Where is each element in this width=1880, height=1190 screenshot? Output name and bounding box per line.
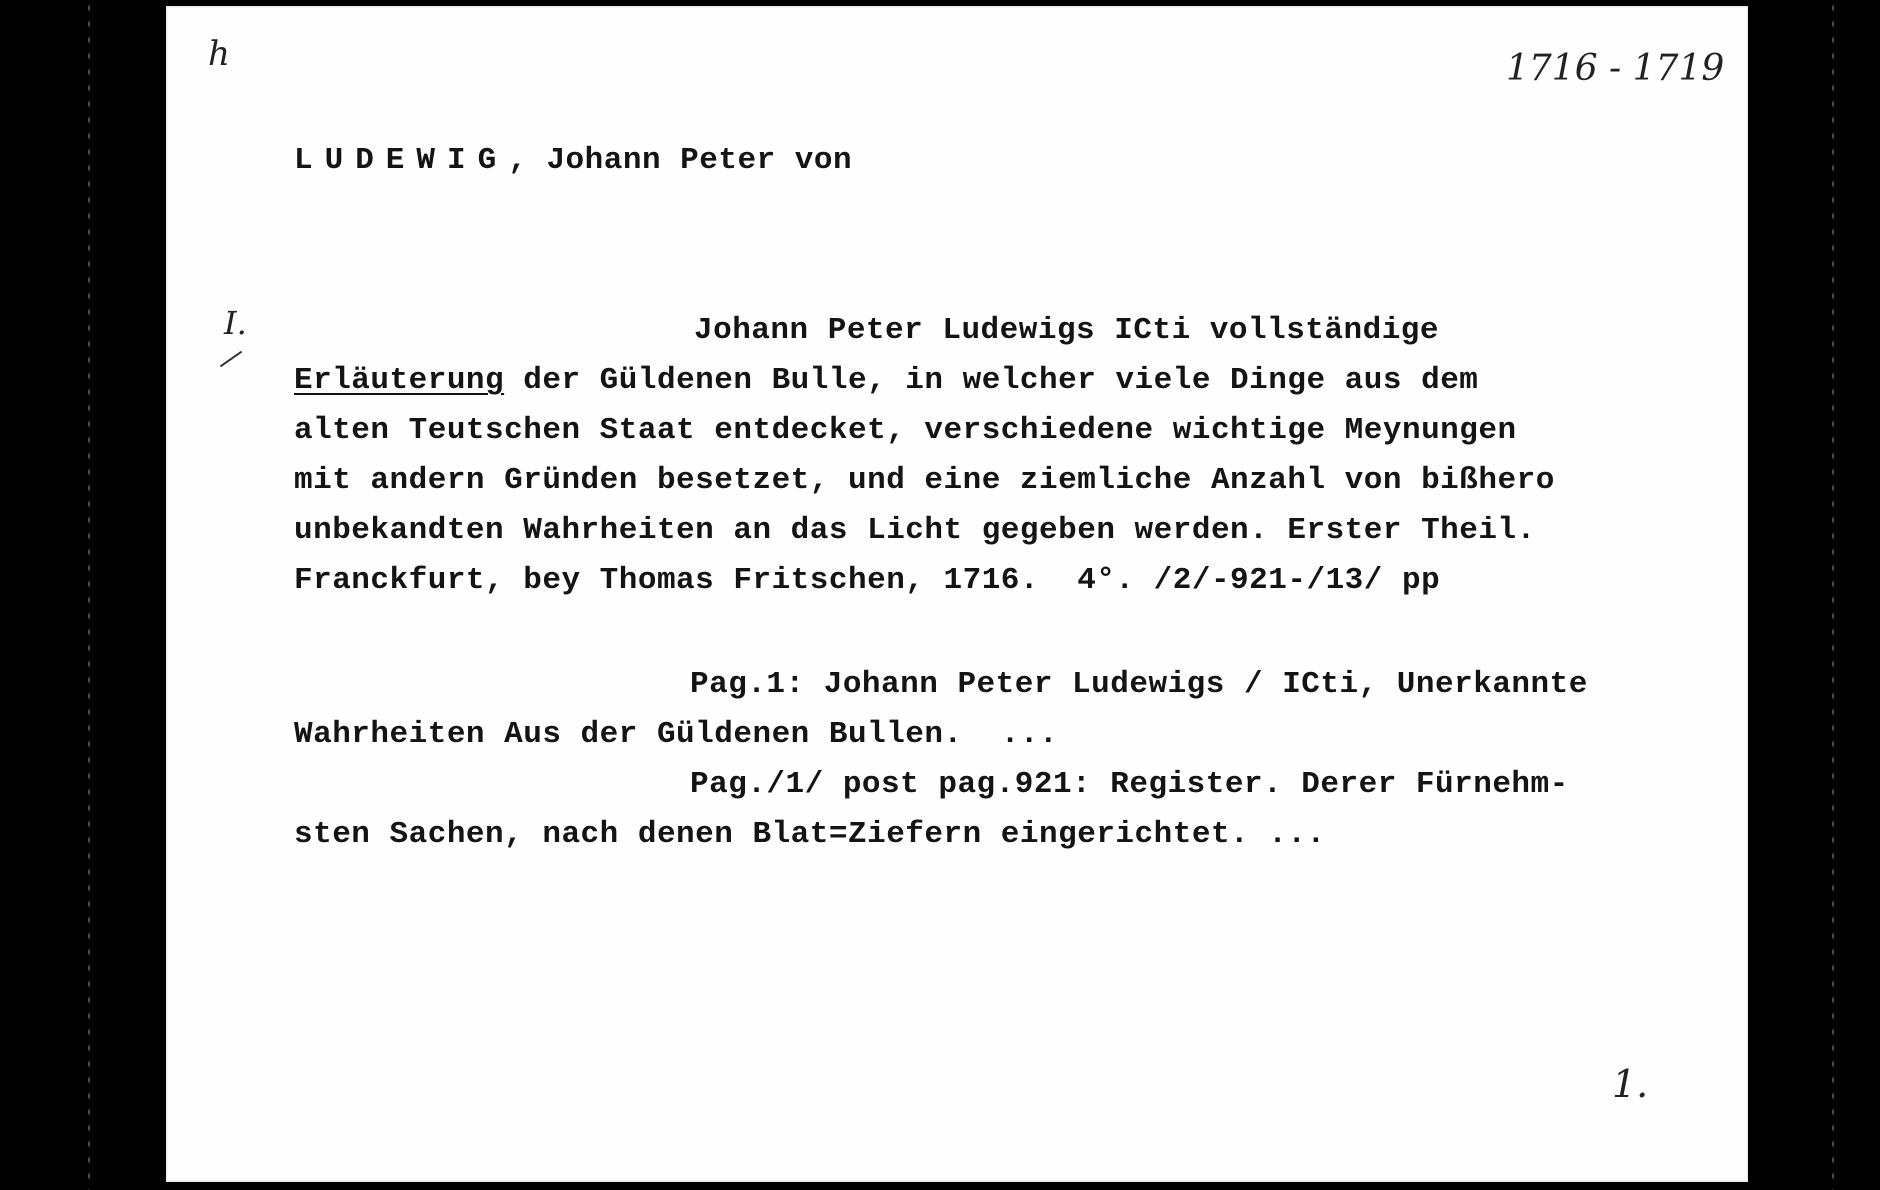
left-perforation-dots — [86, 0, 92, 1190]
section-tick-mark — [220, 351, 242, 368]
entry-line-6: Franckfurt, bey Thomas Fritschen, 1716. 4°. /2/-921-/13/ pp — [294, 563, 1441, 598]
entry-line-1: Johann Peter Ludewigs ICti vollständige — [694, 313, 1440, 348]
heading-surname: LUDEWIG — [294, 143, 509, 178]
entry-line-4: mit andern Gründen besetzet, und eine ziemliche Anzahl von bißhero — [294, 463, 1555, 498]
card-heading — [294, 136, 852, 186]
date-range-mark: 1716 - 1719 — [1506, 48, 1725, 89]
heading-forenames: , Johann Peter von — [508, 143, 853, 178]
entry-line-5: unbekandten Wahrheiten an das Licht gegeben werden. Erster Theil. — [294, 513, 1536, 548]
entry-line-2-text: der Güldenen Bulle, in welcher viele Dinge aus dem — [504, 363, 1479, 398]
section-mark: I. — [224, 304, 247, 342]
note-1-line-1: Pag.1: Johann Peter Ludewigs / ICti, Unerkannte — [690, 667, 1588, 702]
entry-line-3: alten Teutschen Staat entdecket, verschiedene wichtige Meynungen — [294, 413, 1517, 448]
page-number-mark: 1. — [1612, 1062, 1649, 1106]
entry-underlined-word: Erläuterung — [294, 363, 505, 398]
corner-mark: h — [208, 34, 230, 74]
entry-line-2 — [294, 356, 1478, 406]
right-perforation-dots — [1830, 0, 1836, 1190]
note-1-line-2: Wahrheiten Aus der Güldenen Bullen. ... — [294, 717, 1059, 752]
note-2-line-1: Pag./1/ post pag.921: Register. Derer Fürnehm- — [690, 767, 1569, 802]
note-2-line-2: sten Sachen, nach denen Blat=Ziefern eingerichtet. ... — [294, 817, 1326, 852]
catalog-card — [166, 6, 1748, 1182]
